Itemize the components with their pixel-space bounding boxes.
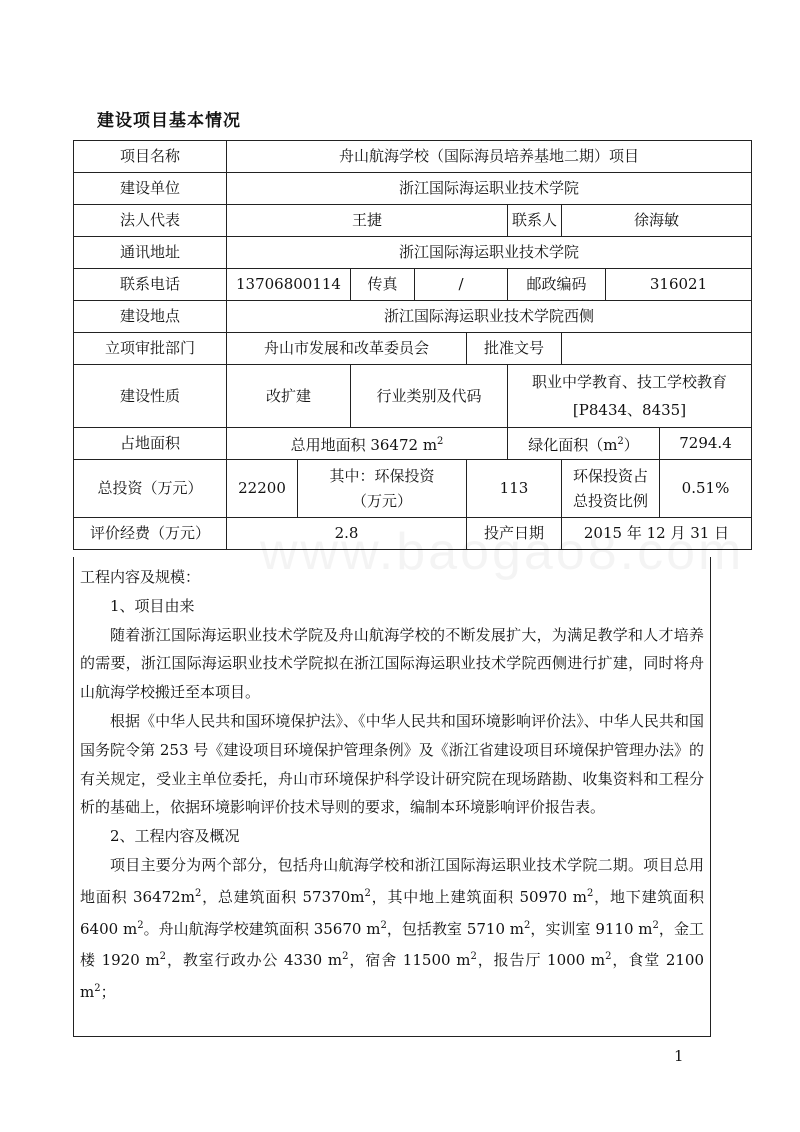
- builder-value: 浙江国际海运职业技术学院: [227, 173, 752, 205]
- scope-heading: 工程内容及规模：: [80, 568, 201, 586]
- text-segment: ，食堂 2100 m: [80, 951, 705, 1002]
- legal-rep-label: 法人代表: [74, 205, 227, 237]
- green-area-label: [508, 428, 660, 460]
- text-segment: ，实训室 9110 m: [530, 919, 653, 938]
- section-2-paragraph-1: [80, 851, 704, 1007]
- text-segment: ，教室行政办公 4330 m: [166, 951, 343, 970]
- industry-label: 行业类别及代码: [351, 365, 508, 428]
- site-value: 浙江国际海运职业技术学院西侧: [227, 301, 752, 333]
- env-invest-label-2: （万元）: [351, 491, 412, 510]
- builder-label: 建设单位: [74, 173, 227, 205]
- unit-superscript: 2: [380, 919, 387, 931]
- postcode-value: 316021: [606, 269, 752, 301]
- page-title: 建设项目基本情况: [97, 111, 241, 131]
- start-date-value: 2015 年 12 月 31 日: [562, 518, 752, 550]
- text-segment: ，宿舍 11500 m: [348, 951, 471, 970]
- page-number: 1: [674, 1047, 684, 1065]
- env-ratio-label-2: 总投资比例: [572, 491, 648, 510]
- postcode-label: 邮政编码: [508, 269, 606, 301]
- text-segment: ，地下建筑面积 6400 m: [80, 887, 704, 938]
- env-ratio-label-1: 环保投资占: [572, 466, 648, 485]
- green-label-end: ）: [623, 436, 639, 454]
- site-label: 建设地点: [74, 301, 227, 333]
- env-ratio-value: 0.51%: [660, 460, 752, 518]
- approval-dept-label: 立项审批部门: [74, 333, 227, 365]
- land-label: 占地面积: [74, 428, 227, 460]
- text-segment: ；: [100, 983, 116, 1002]
- contact-label: 联系人: [508, 205, 562, 237]
- approval-no-label: 批准文号: [467, 333, 562, 365]
- phone-label: 联系电话: [74, 269, 227, 301]
- unit-superscript: 2: [364, 887, 371, 899]
- eval-fee-value: 2.8: [227, 518, 467, 550]
- eval-fee-label: 评价经费（万元）: [74, 518, 227, 550]
- address-value: 浙江国际海运职业技术学院: [227, 237, 752, 269]
- contact-value: 徐海敏: [562, 205, 752, 237]
- env-invest-label-1: 其中：环保投资: [329, 466, 435, 485]
- industry-line-2: [P8434、8435]: [572, 401, 687, 419]
- watermark: [260, 522, 744, 582]
- env-invest-label: [298, 460, 467, 518]
- industry-value: [508, 365, 752, 428]
- project-name-label: 项目名称: [74, 141, 227, 173]
- industry-line-1: 职业中学教育、技工学校教育: [531, 373, 727, 391]
- address-label: 通讯地址: [74, 237, 227, 269]
- unit-superscript: 2: [605, 951, 612, 963]
- green-label-sup: 2: [617, 436, 624, 447]
- project-name-value: 舟山航海学校（国际海员培养基地二期）项目: [227, 141, 752, 173]
- land-area-sup: 2: [437, 436, 444, 447]
- fax-value: /: [415, 269, 508, 301]
- unit-superscript: 2: [342, 951, 349, 963]
- unit-superscript: 2: [470, 951, 477, 963]
- fax-label: 传真: [351, 269, 415, 301]
- nature-label: 建设性质: [74, 365, 227, 428]
- text-segment: ，包括教室 5710 m: [386, 919, 525, 938]
- section-1-title: 1、项目由来: [110, 596, 195, 615]
- text-segment: 项目主要分为两个部分，包括舟山航海学校和浙江国际海运职业技术学院二期。项目总用地面积 36472m: [80, 855, 704, 906]
- env-invest-value: 113: [467, 460, 562, 518]
- section-1-paragraph-1: 随着浙江国际海运职业技术学院及舟山航海学校的不断发展扩大，为满足教学和人才培养的需要，浙江国际海运职业技术学院拟在浙江国际海运职业技术学院西侧进行扩建，同时将舟山航海学校搬迁至本项目。: [80, 625, 704, 702]
- section-2-title: 2、工程内容及概况: [110, 827, 240, 846]
- env-ratio-label: [562, 460, 660, 518]
- text-segment: ，总建筑面积 57370m: [201, 887, 365, 906]
- project-content-section: [73, 557, 711, 1037]
- unit-superscript: 2: [194, 887, 202, 899]
- start-date-label: 投产日期: [467, 518, 562, 550]
- invest-value: 22200: [227, 460, 298, 518]
- unit-superscript: 2: [137, 919, 144, 931]
- green-label-text: 绿化面积（m: [528, 436, 618, 454]
- unit-superscript: 2: [159, 951, 167, 963]
- invest-label: 总投资（万元）: [74, 460, 227, 518]
- unit-superscript: 2: [652, 919, 659, 931]
- approval-no-value: [562, 333, 752, 365]
- section-1-paragraph-2: 根据《中华人民共和国环境保护法》、《中华人民共和国环境影响评价法》、中华人民共和国国务院令第 253 号《建设项目环境保护管理条例》及《浙江省建设项目环境保护管理办法》的有关规定，受业主单位委托，舟山市环境保护科学设计研究院在现场踏勘、收集资料和工程分析的基础上，依据环境影响评价技术导则的要求，编制本环境影响评价报告表。: [80, 711, 704, 817]
- text-segment: ，金工楼 1920 m: [80, 919, 704, 970]
- text-segment: ，报告厅 1000 m: [476, 951, 606, 970]
- approval-dept-value: 舟山市发展和改革委员会: [227, 333, 467, 365]
- green-area-value: 7294.4: [660, 428, 752, 460]
- basic-info-table: [73, 140, 752, 550]
- text-segment: ，其中地上建筑面积 50970 m: [370, 887, 587, 906]
- land-area-text: 总用地面积 36472 m: [290, 436, 438, 454]
- unit-superscript: 2: [586, 887, 594, 899]
- nature-value: 改扩建: [227, 365, 351, 428]
- land-area-value: [227, 428, 508, 460]
- unit-superscript: 2: [94, 983, 101, 995]
- phone-value: 13706800114: [227, 269, 351, 301]
- legal-rep-value: 王捷: [227, 205, 508, 237]
- unit-superscript: 2: [524, 919, 531, 931]
- text-segment: 。舟山航海学校建筑面积 35670 m: [143, 919, 381, 938]
